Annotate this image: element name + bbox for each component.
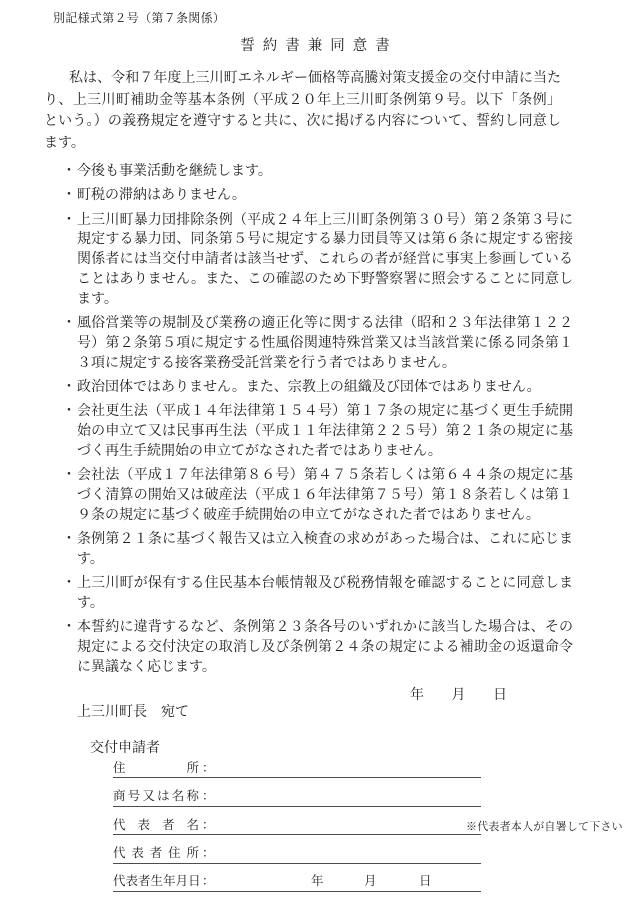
field-label-char: 名 [186, 817, 199, 832]
bullet-marker: ・ [62, 532, 76, 548]
date-line [410, 684, 507, 704]
pledge-text: 上三川町が保有する住民基本台帳情報及び税務情報を確認することに同意します。 [77, 576, 573, 611]
bullet-marker: ・ [62, 164, 76, 179]
field-colon: ： [202, 817, 215, 832]
field-label-char: 又 [142, 789, 155, 804]
form-number: 別記様式第２号（第７条関係） [53, 11, 226, 25]
field-row [113, 864, 481, 892]
addressee-line: 上三川町長 宛て [77, 705, 189, 720]
pledge-item [62, 186, 582, 206]
bullet-marker: ・ [62, 188, 76, 204]
intro-paragraph: 私は、令和７年度上三川町エネルギー価格等高騰対策支援金の交付申請に当たり、上三川町補助金等基本条例（平成２０年上三川町条例第９号。以下「条例」という。）の義務規定を遵守すると共に、次に掲げる内容について、誓約し同意します。 [44, 71, 561, 151]
field-label-char: 商 [113, 789, 126, 804]
pledge-text: 条例第２１条に基づく報告又は立入検査の求めがあった場合は、これに応じます。 [77, 532, 573, 567]
bullet-marker: ・ [62, 316, 76, 332]
field-label-char: 代 [113, 846, 126, 861]
field-label-char: 者 [138, 874, 151, 889]
field-label-char: 名 [171, 789, 185, 804]
pledge-item [62, 618, 582, 677]
pledge-text: 政治団体ではありません。また、宗教上の組織及び団体ではありません。 [77, 379, 541, 395]
applicant-fields [113, 750, 481, 892]
bullet-marker: ・ [62, 404, 76, 420]
field-label-char: 住 [113, 760, 126, 775]
field-label-char: 所 [186, 760, 199, 775]
field-label-char: は [157, 789, 170, 804]
field-label-char: 称 [186, 789, 199, 804]
pledge-text: 町税の滞納はありません。 [77, 188, 246, 204]
birthdate-day-label: 日 [419, 874, 432, 889]
birthdate-month-label: 月 [364, 874, 377, 889]
field-colon: ： [202, 760, 215, 775]
field-label-char: 表 [137, 817, 150, 832]
pledge-item [62, 314, 582, 373]
field-label-char: 住 [168, 846, 181, 861]
field-colon: ： [202, 789, 215, 804]
applicant-heading: 交付申請者 [90, 741, 160, 756]
field-label-char: 所 [186, 846, 199, 861]
field-label [113, 847, 199, 860]
pledge-text: 会社法（平成１７年法律第８６号）第４７５条若しくは第６４４条の規定に基づく清算の開始又は破産法（平成１６年法律第７５号）第１８条若しくは第１９条の規定に基づく破産手続開始の申立てがなされた者ではありません。 [77, 468, 573, 523]
field-colon: ： [202, 846, 215, 861]
bullet-marker: ・ [62, 620, 76, 636]
field-label-char: 月 [175, 874, 189, 889]
field-label-char: 年 [163, 874, 176, 889]
page-title: 誓約書兼同意書 [240, 38, 398, 54]
field-label-char: 者 [149, 846, 163, 861]
pledge-text: 会社更生法（平成１４年法律第１５４号）第１７条の規定に基づく更生手続開始の申立て又は民事再生法（平成１１年法律第２２５号）第２１条の規定に基づく再生手続開始の申立てがなされた者ではありません。 [77, 404, 573, 459]
field-row [113, 778, 481, 806]
field-row [113, 807, 481, 835]
field-label-char: 日 [188, 874, 201, 889]
bullet-marker: ・ [62, 576, 76, 592]
pledge-text: 今後も事業活動を継続します。 [77, 164, 272, 179]
pledge-text: 風俗営業等の規制及び業務の適正化等に関する法律（昭和２３年法律第１２２号）第２条第５項に規定する性風俗関連特殊営業又は当該営業に係る同条第１３項に規定する接客業務受託営業を行う者ではありません。 [77, 316, 573, 371]
field-label-char: 代 [113, 817, 126, 832]
bullet-marker: ・ [62, 468, 76, 484]
field-label [113, 875, 199, 888]
field-label [113, 819, 199, 832]
field-row [113, 750, 481, 778]
bullet-marker: ・ [62, 212, 76, 228]
date-day-label: 日 [493, 688, 507, 703]
field-row [113, 835, 481, 863]
field-label-char: 者 [161, 817, 175, 832]
pledge-item [62, 211, 582, 310]
field-label [113, 762, 199, 775]
field-label-char: 代 [113, 874, 126, 889]
field-label-char: 表 [131, 846, 144, 861]
pledge-text: 本誓約に違背するなど、条例第２３条各号のいずれかに該当した場合は、その規定による交付決定の取消し及び条例第２４条の規定による補助金の返還命令に異議なく応じます。 [77, 620, 573, 675]
pledge-item [62, 402, 582, 461]
field-label-char: 表 [125, 874, 139, 889]
field-label [113, 790, 199, 803]
pledge-item [62, 378, 582, 398]
signature-note: ※代表者本人が自署して下さい [466, 821, 623, 833]
pledge-list [62, 162, 582, 682]
field-label-char: 号 [127, 789, 141, 804]
date-year-label: 年 [410, 688, 424, 703]
birthdate-year-label: 年 [311, 874, 324, 889]
bullet-marker: ・ [62, 379, 76, 395]
pledge-text: 上三川町暴力団排除条例（平成２４年上三川町条例第３０号）第２条第３号に規定する暴力団、同条第５号に規定する暴力団員等又は第６条に規定する密接関係者には当交付申請者は該当せず、これらの者が経営に事実上参画していることはありません。また、この確認のため下野警察署に照会することに同意します。 [77, 212, 573, 307]
pledge-item [62, 162, 582, 182]
pledge-item [62, 466, 582, 525]
field-colon: ： [202, 874, 215, 889]
date-month-label: 月 [451, 688, 466, 703]
pledge-item [62, 530, 582, 570]
field-label-char: 生 [150, 874, 164, 889]
pledge-item [62, 574, 582, 614]
